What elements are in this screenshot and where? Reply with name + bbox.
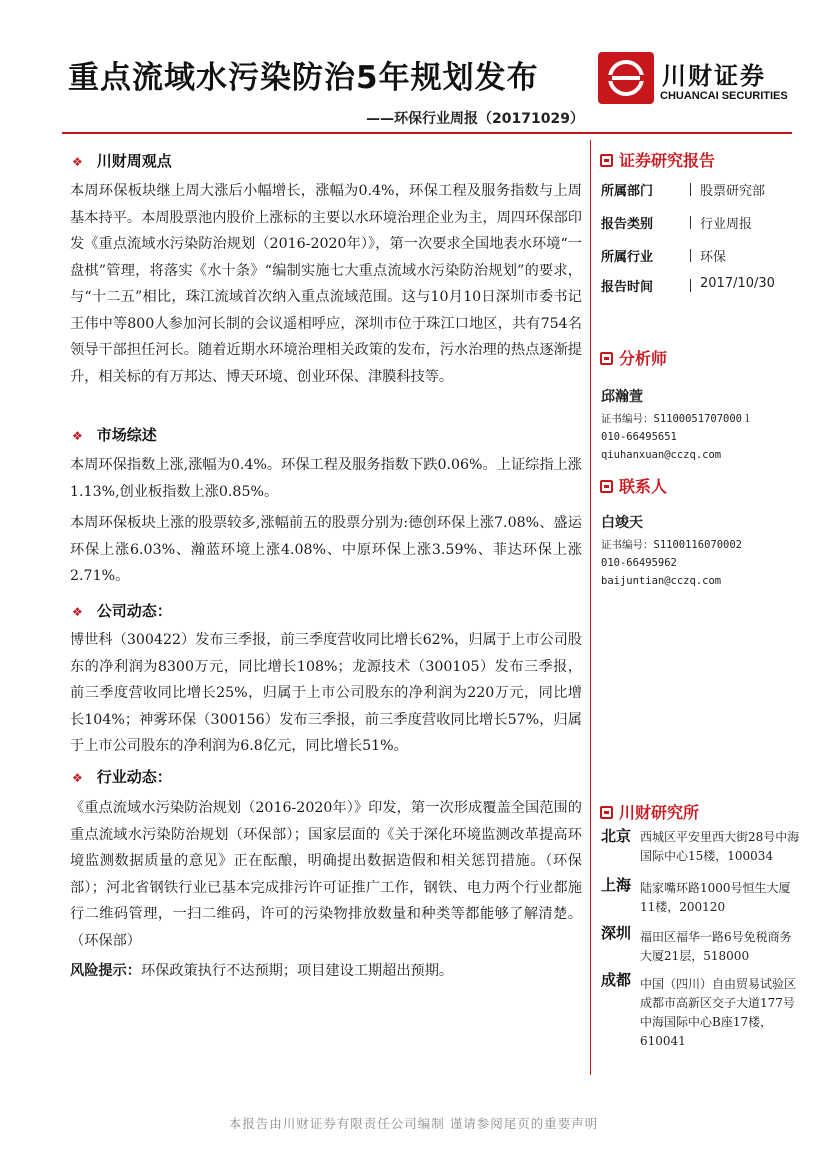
section-heading-company: ❖ 公司动态： [72, 602, 172, 620]
diamond-icon: ❖ [72, 605, 83, 619]
page-footer: 本报告由川财证券有限责任公司编制 谨请参阅尾页的重要声明 [228, 1116, 599, 1131]
logo-mark-icon [598, 52, 654, 104]
diamond-icon: ❖ [72, 155, 83, 169]
meta-row: 所属部门 股票研究部 [601, 184, 766, 199]
column-divider [590, 140, 591, 1075]
contact-email[interactable]: baijuntian@cczq.com [601, 575, 722, 587]
contact-name: 白竣天 [601, 515, 643, 531]
office-address: 西城区平安里西大街28号中海国际中心15楼，100034 [640, 830, 800, 863]
sidebar-heading-report: 证券研究报告 [600, 148, 715, 171]
section-paragraph: 《重点流域水污染防治规划（2016-2020年）》印发，第一次形成覆盖全国范围的重点流域水污染防治规划（环保部）；国家层面的《关于深化环境监测改革提高环境监测数据质量的意见》正在酝酿，明确提出数据造假和相关惩罚措施。（环保部）；河北省钢铁行业已基本完成排污许可证推广工作，钢铁、电力两个行业都施行二维码管理，一扫二维码，许可的污染物排放数量和种类等都能够了解清楚。（环保部） [70, 800, 582, 949]
contact-icon [600, 480, 613, 493]
office-address: 中国（四川）自由贸易试验区成都市高新区交子大道177号中海国际中心B座17楼，610041 [640, 977, 797, 1048]
meta-row: 所属行业 环保 [601, 250, 727, 265]
analyst-name: 邱瀚萱 [601, 389, 643, 405]
section-paragraph: 本周环保板块继上周大涨后小幅增长，涨幅为0.4%，环保工程及服务指数与上周基本持平。本周股票池内股价上涨标的主要以水环境治理企业为主，周四环保部印发《重点流域水污染防治规划（2016-2020年）》，第一次要求全国地表水环境“一盘棋”管理，将落实《水十条》“编制实施七大重点流域水污染防治规划”的要求，与“十二五”相比，珠江流域首次纳入重点流域范围。这与10月10日深圳市委书记王伟中等800人参加河长制的会议遥相呼应，深圳市位于珠江口地区，共有754名领导干部担任河长。随着近期水环境治理相关政策的发布，污水治理的热点逐渐提升，相关标的有万邦达、博天环境、创业环保、津膜科技等。 [70, 183, 582, 385]
office-city: 成都 [601, 971, 632, 989]
analyst-icon [600, 352, 613, 365]
office-city: 深圳 [601, 924, 632, 942]
section-heading-industry: ❖ 行业动态： [72, 768, 172, 786]
diamond-icon: ❖ [72, 429, 83, 443]
analyst-phone: 010-66495651 [601, 431, 677, 443]
meta-row: 报告时间 2017/10/30 [601, 276, 775, 295]
section-heading-view: ❖ 川财周观点 [72, 152, 172, 170]
office-address: 陆家嘴环路1000号恒生大厦11楼，200120 [640, 881, 791, 914]
analyst-cert: 证书编号：S1100051707000１ [601, 413, 753, 425]
sidebar-heading-institute: 川财研究所 [600, 800, 699, 823]
contact-phone: 010-66495962 [601, 557, 677, 569]
report-title: 重点流域水污染防治5年规划发布 [68, 60, 539, 96]
section-heading-market: ❖ 市场综述 [72, 426, 157, 444]
header-divider [62, 132, 792, 134]
report-icon [600, 154, 613, 167]
company-logo [598, 50, 798, 110]
analyst-email[interactable]: qiuhanxuan@cczq.com [601, 449, 722, 461]
diamond-icon: ❖ [72, 771, 83, 785]
office-address: 福田区福华一路6号免税商务大厦21层，518000 [640, 930, 792, 963]
risk-warning: 风险提示：环保政策执行不达预期；项目建设工期超出预期。 [70, 963, 454, 979]
contact-card [601, 512, 742, 590]
office-city: 上海 [601, 876, 632, 894]
sidebar-heading-contact: 联系人 [600, 474, 667, 497]
institute-icon [600, 806, 613, 819]
analyst-card [601, 386, 753, 464]
section-paragraph: 博世科（300422）发布三季报，前三季度营收同比增长62%，归属于上市公司股东的净利润为8300万元，同比增长108%；龙源技术（300105）发布三季报，前三季度营收同比增长25%，归属于上市公司股东的净利润为220万元，同比增长104%；神雾环保（300156）发布三季报，前三季度营收同比增长57%，归属于上市公司股东的净利润为6.8亿元，同比增长51%。 [70, 632, 582, 754]
sidebar-heading-analyst: 分析师 [600, 346, 667, 369]
section-paragraph: 本周环保指数上涨,涨幅为0.4%。环保工程及服务指数下跌0.06%。上证综指上涨1.13%,创业板指数上涨0.85%。 [70, 457, 582, 500]
section-paragraph: 本周环保板块上涨的股票较多,涨幅前五的股票分别为:德创环保上涨7.08%、盛运环保上涨6.03%、瀚蓝环境上涨4.08%、中原环保上涨3.59%、菲达环保上涨2.71%。 [70, 515, 582, 584]
meta-row: 报告类别 行业周报 [601, 217, 753, 232]
logo-english-name: CHUANCAI SECURITIES [660, 90, 788, 102]
office-city: 北京 [601, 827, 632, 845]
logo-name: 川财证券 [662, 62, 766, 90]
report-subtitle: ——环保行业周报（20171029） [366, 111, 584, 127]
contact-cert: 证书编号：S1100116070002 [601, 539, 743, 551]
